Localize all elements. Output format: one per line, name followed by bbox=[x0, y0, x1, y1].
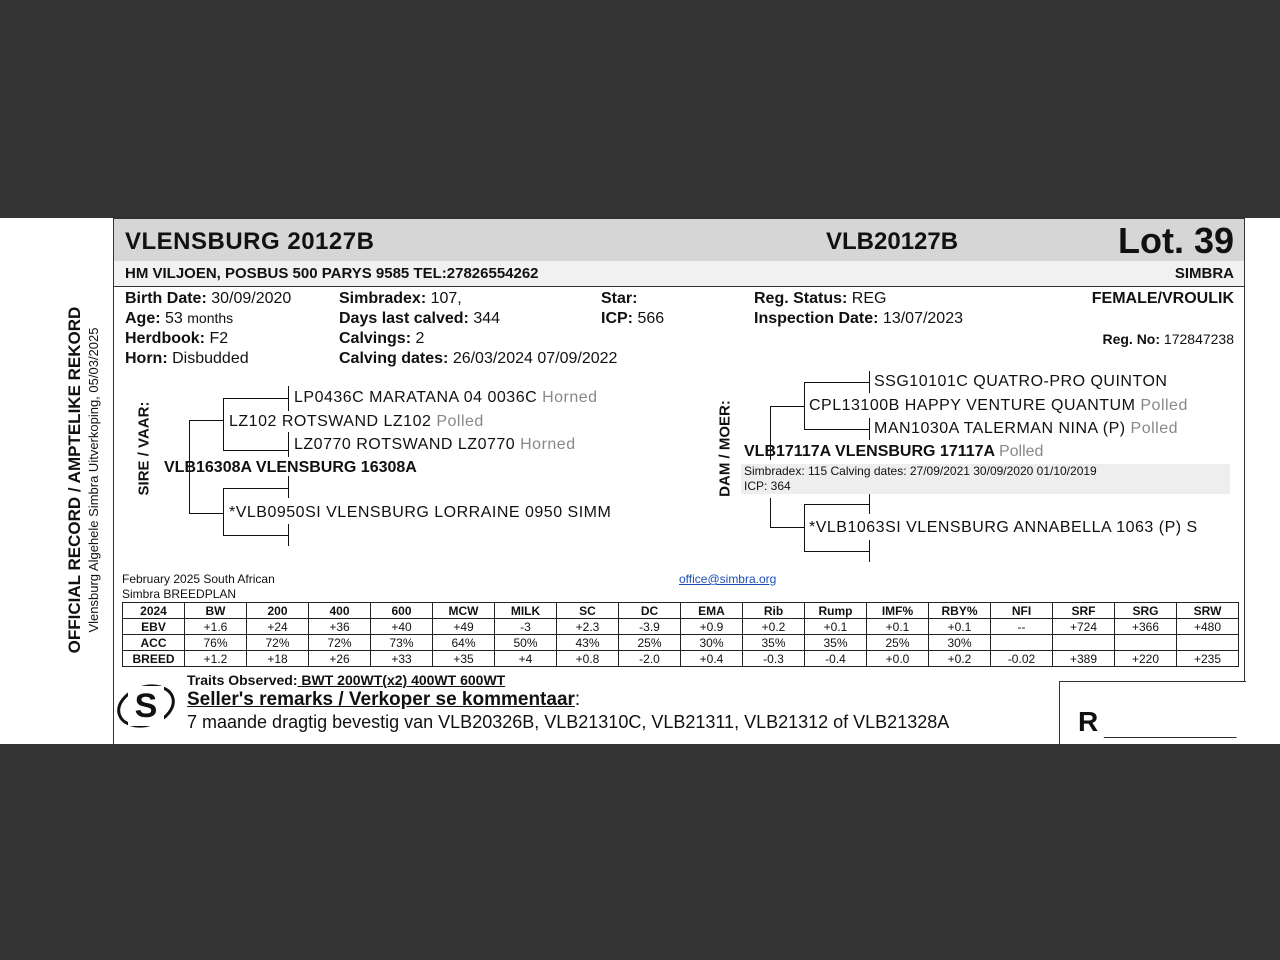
ebv-cell bbox=[1053, 635, 1115, 651]
ebv-cell: 43% bbox=[557, 635, 619, 651]
dam-bracket-line bbox=[770, 406, 804, 407]
remarks-text: 7 maande dragtig bevestig van VLB20326B, VLB21310C, VLB21311, VLB21312 of VLB21328A bbox=[187, 712, 950, 732]
ebv-cell: +220 bbox=[1115, 651, 1177, 667]
ebv-header-cell: NFI bbox=[991, 603, 1053, 619]
ebv-cell: +724 bbox=[1053, 619, 1115, 635]
ebv-cell: +36 bbox=[309, 619, 371, 635]
dam-sire-sire-tick bbox=[869, 371, 870, 393]
dam-name: VLB17117A VLENSBURG 17117A Polled bbox=[744, 443, 1044, 460]
sire-dam: *VLB0950SI VLENSBURG LORRAINE 0950 SIMM bbox=[229, 504, 612, 521]
ebv-cell: +0.4 bbox=[681, 651, 743, 667]
remarks-title: Seller's remarks / Verkoper se kommentaar: bbox=[187, 689, 581, 710]
ebv-cell: +33 bbox=[371, 651, 433, 667]
ebv-cell: 72% bbox=[309, 635, 371, 651]
star: Star: bbox=[601, 290, 638, 307]
ebv-header-cell: DC bbox=[619, 603, 681, 619]
sire-dam-sire-tick bbox=[288, 476, 289, 498]
ebv-cell: +0.1 bbox=[805, 619, 867, 635]
ebv-cell: +1.2 bbox=[185, 651, 247, 667]
ebv-cell: +0.8 bbox=[557, 651, 619, 667]
sire-sire-bracket-line bbox=[223, 450, 289, 451]
dam-dam-bracket-line bbox=[804, 551, 870, 552]
sire-bracket-line bbox=[189, 420, 223, 421]
ebv-header-cell: SRG bbox=[1115, 603, 1177, 619]
dam-sire-bracket-line bbox=[804, 382, 805, 430]
ebv-cell: 30% bbox=[681, 635, 743, 651]
dam-sire: CPL13100B HAPPY VENTURE QUANTUM Polled bbox=[809, 397, 1188, 414]
ebv-header-cell: MILK bbox=[495, 603, 557, 619]
ebv-cell: +0.2 bbox=[929, 651, 991, 667]
dam-bracket-line bbox=[770, 527, 804, 528]
ebv-header-cell: EMA bbox=[681, 603, 743, 619]
ebv-cell: -0.3 bbox=[743, 651, 805, 667]
ebv-cell: 64% bbox=[433, 635, 495, 651]
sire-label: SIRE / VAAR: bbox=[135, 401, 153, 496]
ebv-cell: +49 bbox=[433, 619, 495, 635]
ebv-cell: -- bbox=[991, 619, 1053, 635]
ebv-cell: +18 bbox=[247, 651, 309, 667]
ebv-cell: +1.6 bbox=[185, 619, 247, 635]
ebv-cell: 73% bbox=[371, 635, 433, 651]
ebv-cell: 35% bbox=[805, 635, 867, 651]
animal-card bbox=[113, 218, 1245, 744]
breed-name: SIMBRA bbox=[1174, 265, 1234, 282]
age: Age: 53 months bbox=[125, 310, 234, 327]
ebv-cell: +0.1 bbox=[867, 619, 929, 635]
ebv-cell: +480 bbox=[1177, 619, 1239, 635]
sire-sire-sire-tick bbox=[288, 386, 289, 411]
sire-sire-sire: LP0436C MARATANA 04 0036C Horned bbox=[294, 389, 598, 406]
dam-sire-dam: MAN1030A TALERMAN NINA (P) Polled bbox=[874, 420, 1179, 437]
ebv-cell: 76% bbox=[185, 635, 247, 651]
sire-sire-dam: LZ0770 ROTSWAND LZ0770 Horned bbox=[294, 436, 576, 453]
dam-sire-bracket-line bbox=[804, 382, 870, 383]
calving-dates: Calving dates: 26/03/2024 07/09/2022 bbox=[339, 350, 618, 367]
ebv-cell: +235 bbox=[1177, 651, 1239, 667]
reg-status: Reg. Status: REG bbox=[754, 290, 887, 307]
ebv-header-cell: SC bbox=[557, 603, 619, 619]
sire-sire-bracket-line bbox=[223, 398, 289, 399]
ebv-cell: +0.1 bbox=[929, 619, 991, 635]
ebv-cell: 30% bbox=[929, 635, 991, 651]
ebv-cell: 72% bbox=[247, 635, 309, 651]
ebv-cell: +0.0 bbox=[867, 651, 929, 667]
owner-details: HM VILJOEN, POSBUS 500 PARYS 9585 TEL:27826554262 bbox=[125, 265, 539, 282]
dam-icp: ICP: 364 bbox=[744, 479, 791, 493]
ebv-cell: -3.9 bbox=[619, 619, 681, 635]
sire-sire-dam-tick bbox=[288, 432, 289, 457]
simbradex: Simbradex: 107, bbox=[339, 290, 462, 307]
dam-bracket-line bbox=[770, 498, 771, 528]
dam-label: DAM / MOER: bbox=[716, 400, 734, 497]
ebv-cell: 25% bbox=[867, 635, 929, 651]
sire-dam-bracket-line bbox=[223, 535, 289, 536]
sire-dam-bracket-line bbox=[223, 488, 289, 489]
sire-bracket-line bbox=[189, 513, 223, 514]
ebv-header-row bbox=[123, 603, 1239, 619]
ebv-header-cell: 400 bbox=[309, 603, 371, 619]
ebv-header-cell: 2024 bbox=[123, 603, 185, 619]
ebv-header-cell: SRF bbox=[1053, 603, 1115, 619]
days-last-calved: Days last calved: 344 bbox=[339, 310, 501, 327]
breedplan-line1: February 2025 South African bbox=[122, 572, 275, 586]
sale-name-date: Vlensburg Algehele Simbra Uitverkoping, 05/03/2025 bbox=[86, 327, 101, 633]
breedplan-line2: Simbra BREEDPLAN bbox=[122, 587, 237, 601]
ebv-cell: 25% bbox=[619, 635, 681, 651]
ebv-cell: 35% bbox=[743, 635, 805, 651]
ebv-row bbox=[123, 651, 1239, 667]
traits-observed: Traits Observed: BWT 200WT(x2) 400WT 600WT bbox=[187, 672, 506, 688]
sire-dam-dam-tick bbox=[288, 524, 289, 546]
ebv-cell: +0.9 bbox=[681, 619, 743, 635]
lot-number: Lot. 39 bbox=[1117, 220, 1234, 261]
dam-dam-sire-tick bbox=[869, 494, 870, 514]
simbra-logo-icon bbox=[114, 680, 178, 732]
ebv-cell: +2.3 bbox=[557, 619, 619, 635]
ebv-header-cell: MCW bbox=[433, 603, 495, 619]
ebv-cell: +35 bbox=[433, 651, 495, 667]
dam-sire-sire: SSG10101C QUATRO-PRO QUINTON bbox=[874, 373, 1168, 390]
horn-status: Horn: Disbudded bbox=[125, 350, 249, 367]
price-r-label: R bbox=[1078, 706, 1099, 737]
official-record-title: OFFICIAL RECORD / AMPTELIKE REKORD bbox=[65, 306, 84, 654]
ebv-cell: +4 bbox=[495, 651, 557, 667]
ebv-cell: +0.2 bbox=[743, 619, 805, 635]
dam-dam-dam-tick bbox=[869, 540, 870, 562]
ebv-row-label: EBV bbox=[123, 619, 185, 635]
sire-dam-bracket-line bbox=[223, 488, 224, 536]
animal-code: VLB20127B bbox=[826, 228, 959, 255]
sire-name: VLB16308A VLENSBURG 16308A bbox=[164, 459, 417, 476]
price-blank[interactable]: _________________ bbox=[1104, 722, 1237, 738]
ebv-table bbox=[122, 602, 1239, 667]
ebv-row bbox=[123, 635, 1239, 651]
ebv-row-label: BREED bbox=[123, 651, 185, 667]
icp: ICP: 566 bbox=[601, 310, 665, 327]
sire-sire-bracket-line bbox=[223, 398, 224, 451]
dam-dam-bracket-line bbox=[804, 504, 870, 505]
card-header bbox=[114, 218, 1244, 262]
ebv-header-cell: SRW bbox=[1177, 603, 1239, 619]
ebv-cell: +24 bbox=[247, 619, 309, 635]
animal-name: VLENSBURG 20127B bbox=[125, 228, 375, 255]
birth-date: Birth Date: 30/09/2020 bbox=[125, 290, 292, 307]
ebv-cell bbox=[1177, 635, 1239, 651]
ebv-cell bbox=[1115, 635, 1177, 651]
ebv-cell: +26 bbox=[309, 651, 371, 667]
logo-letter: S bbox=[134, 687, 158, 725]
ebv-cell bbox=[991, 635, 1053, 651]
ebv-header-cell: IMF% bbox=[867, 603, 929, 619]
dam-sire-bracket-line bbox=[804, 429, 870, 430]
ebv-cell: +389 bbox=[1053, 651, 1115, 667]
official-record-side-label bbox=[60, 218, 108, 744]
ebv-header-cell: 200 bbox=[247, 603, 309, 619]
ebv-cell: +366 bbox=[1115, 619, 1177, 635]
ebv-header-cell: 600 bbox=[371, 603, 433, 619]
registration-number: Reg. No: 172847238 bbox=[1102, 331, 1234, 347]
ebv-header-cell: RBY% bbox=[929, 603, 991, 619]
sire-sire: LZ102 ROTSWAND LZ102 Polled bbox=[229, 413, 484, 430]
dam-dam-bracket-line bbox=[804, 504, 805, 552]
ebv-header-cell: BW bbox=[185, 603, 247, 619]
price-box bbox=[1059, 681, 1246, 744]
ebv-cell: -2.0 bbox=[619, 651, 681, 667]
record-page bbox=[0, 218, 1280, 744]
inspection-date: Inspection Date: 13/07/2023 bbox=[754, 310, 963, 327]
dam-dam: *VLB1063SI VLENSBURG ANNABELLA 1063 (P) S bbox=[809, 519, 1198, 536]
owner-row bbox=[114, 261, 1244, 287]
ebv-cell: -3 bbox=[495, 619, 557, 635]
ebv-row-label: ACC bbox=[123, 635, 185, 651]
dam-sire-dam-tick bbox=[869, 418, 870, 440]
ebv-header-cell: Rump bbox=[805, 603, 867, 619]
ebv-cell: +40 bbox=[371, 619, 433, 635]
ebv-header-cell: Rib bbox=[743, 603, 805, 619]
email-link[interactable]: office@simbra.org bbox=[679, 572, 777, 586]
ebv-cell: -0.02 bbox=[991, 651, 1053, 667]
dam-details-box bbox=[741, 464, 1230, 494]
ebv-row bbox=[123, 619, 1239, 635]
dam-simbradex-calving: Simbradex: 115 Calving dates: 27/09/2021 30/09/2020 01/10/2019 bbox=[744, 464, 1097, 478]
ebv-cell: 50% bbox=[495, 635, 557, 651]
ebv-cell: -0.4 bbox=[805, 651, 867, 667]
sex: FEMALE/VROULIK bbox=[1091, 290, 1234, 307]
calvings: Calvings: 2 bbox=[339, 330, 425, 347]
herdbook: Herdbook: F2 bbox=[125, 330, 229, 347]
